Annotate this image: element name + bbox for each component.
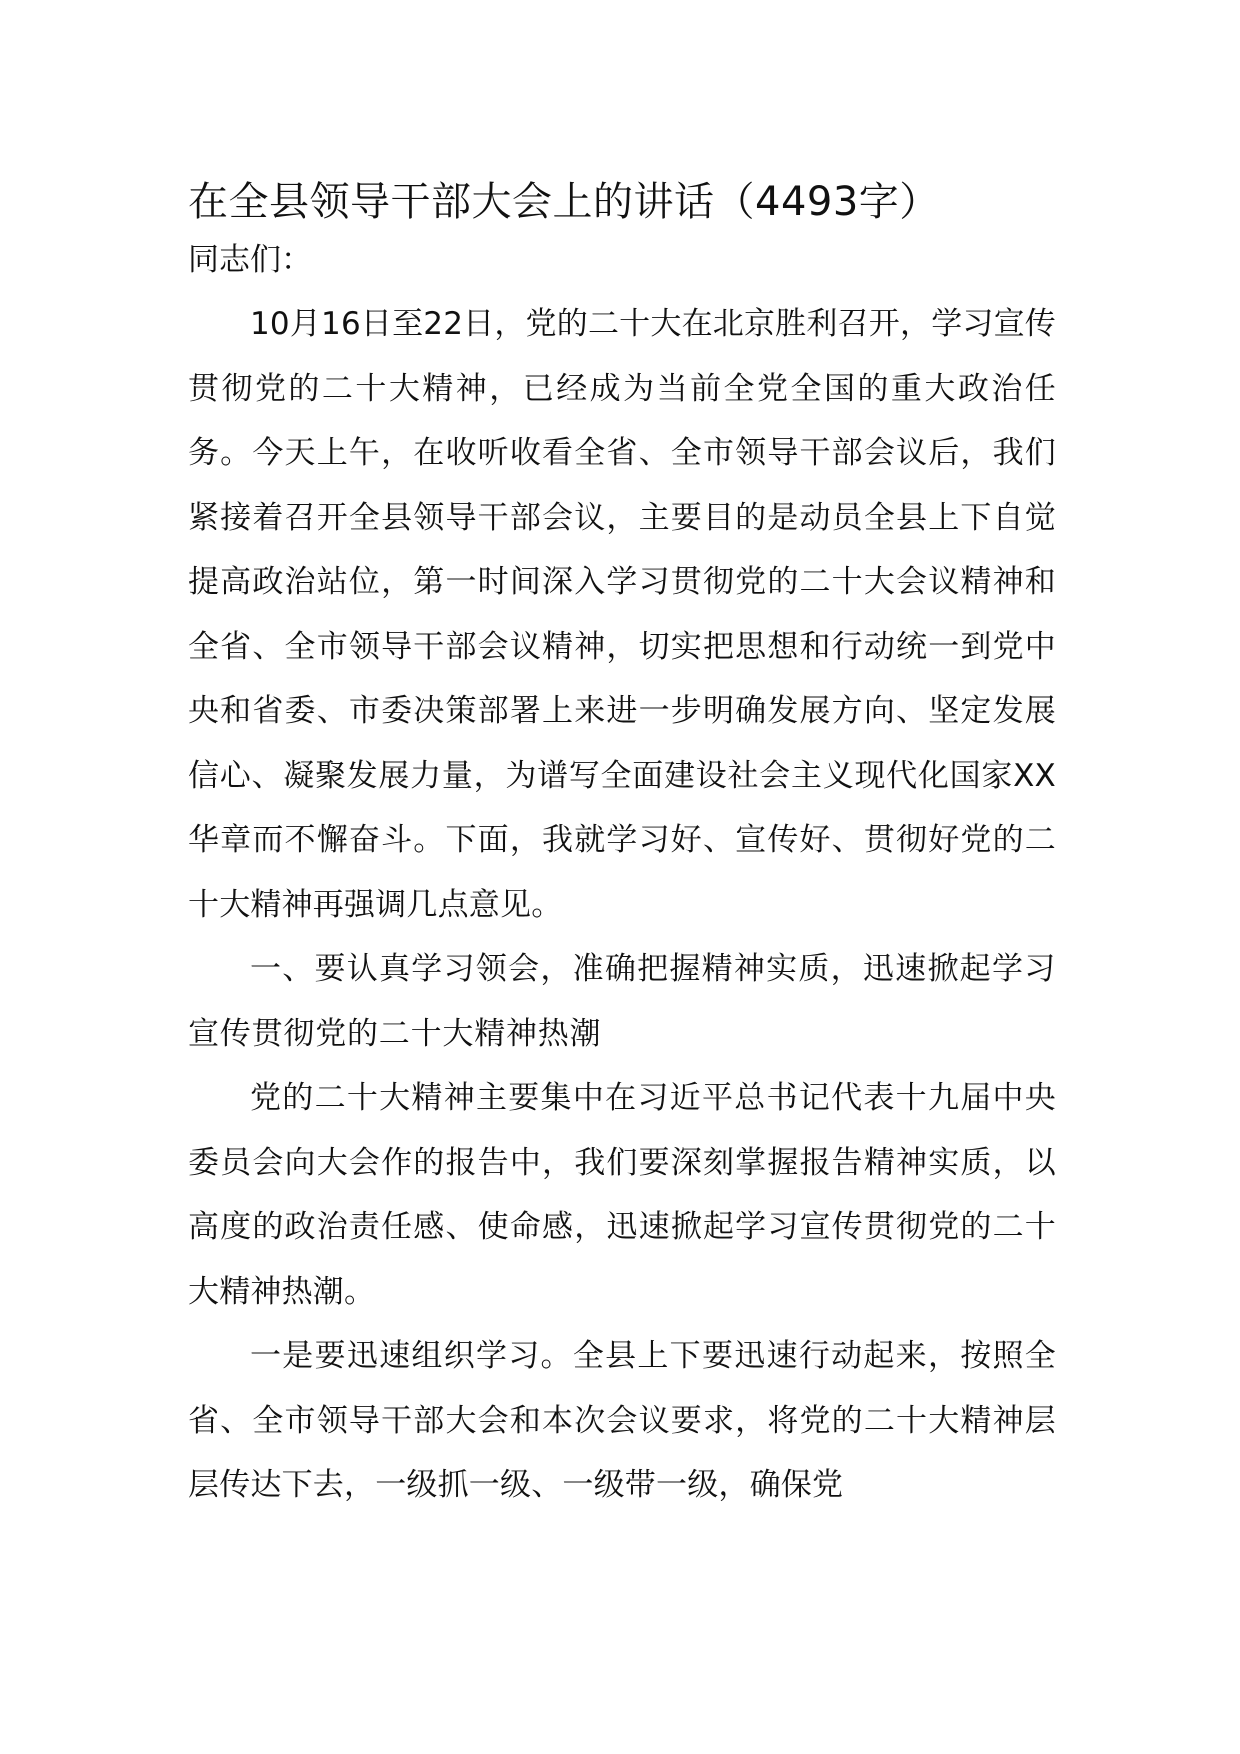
paragraph-point-1: 一是要迅速组织学习。全县上下要迅速行动起来，按照全省、全市领导干部大会和本次会议要求，将党的二十大精神层层传达下去，一级抓一级、一级带一级，确保党 [188,1338,1056,1503]
salutation: 同志们： [188,242,312,278]
paragraph-intro: 10月16日至22日，党的二十大在北京胜利召开，学习宣传贯彻党的二十大精神，已经成为当前全党全国的重大政治任务。今天上午，在收听收看全省、全市领导干部会议后，我们紧接着召开全县领导干部会议，主要目的是动员全县上下自觉提高政治站位，第一时间深入学习贯彻党的二十大会议精神和全省、全市领导干部会议精神，切实把思想和行动统一到党中央和省委、市委决策部署上来进一步明确发展方向、坚定发展信心、凝聚发展力量，为谱写全面建设社会主义现代化国家XX华章而不懈奋斗。下面，我就学习好、宣传好、贯彻好党的二十大精神再强调几点意见。 [188,306,1056,923]
section-heading-1: 一、要认真学习领会，准确把握精神实质，迅速掀起学习宣传贯彻党的二十大精神热潮 [188,951,1056,1052]
document-title: 在全县领导干部大会上的讲话（4493字） [188,179,940,225]
paragraph-section-1: 党的二十大精神主要集中在习近平总书记代表十九届中央委员会向大会作的报告中，我们要深刻掌握报告精神实质，以高度的政治责任感、使命感，迅速掀起学习宣传贯彻党的二十大精神热潮。 [188,1080,1056,1310]
document-body [188,170,1056,1518]
